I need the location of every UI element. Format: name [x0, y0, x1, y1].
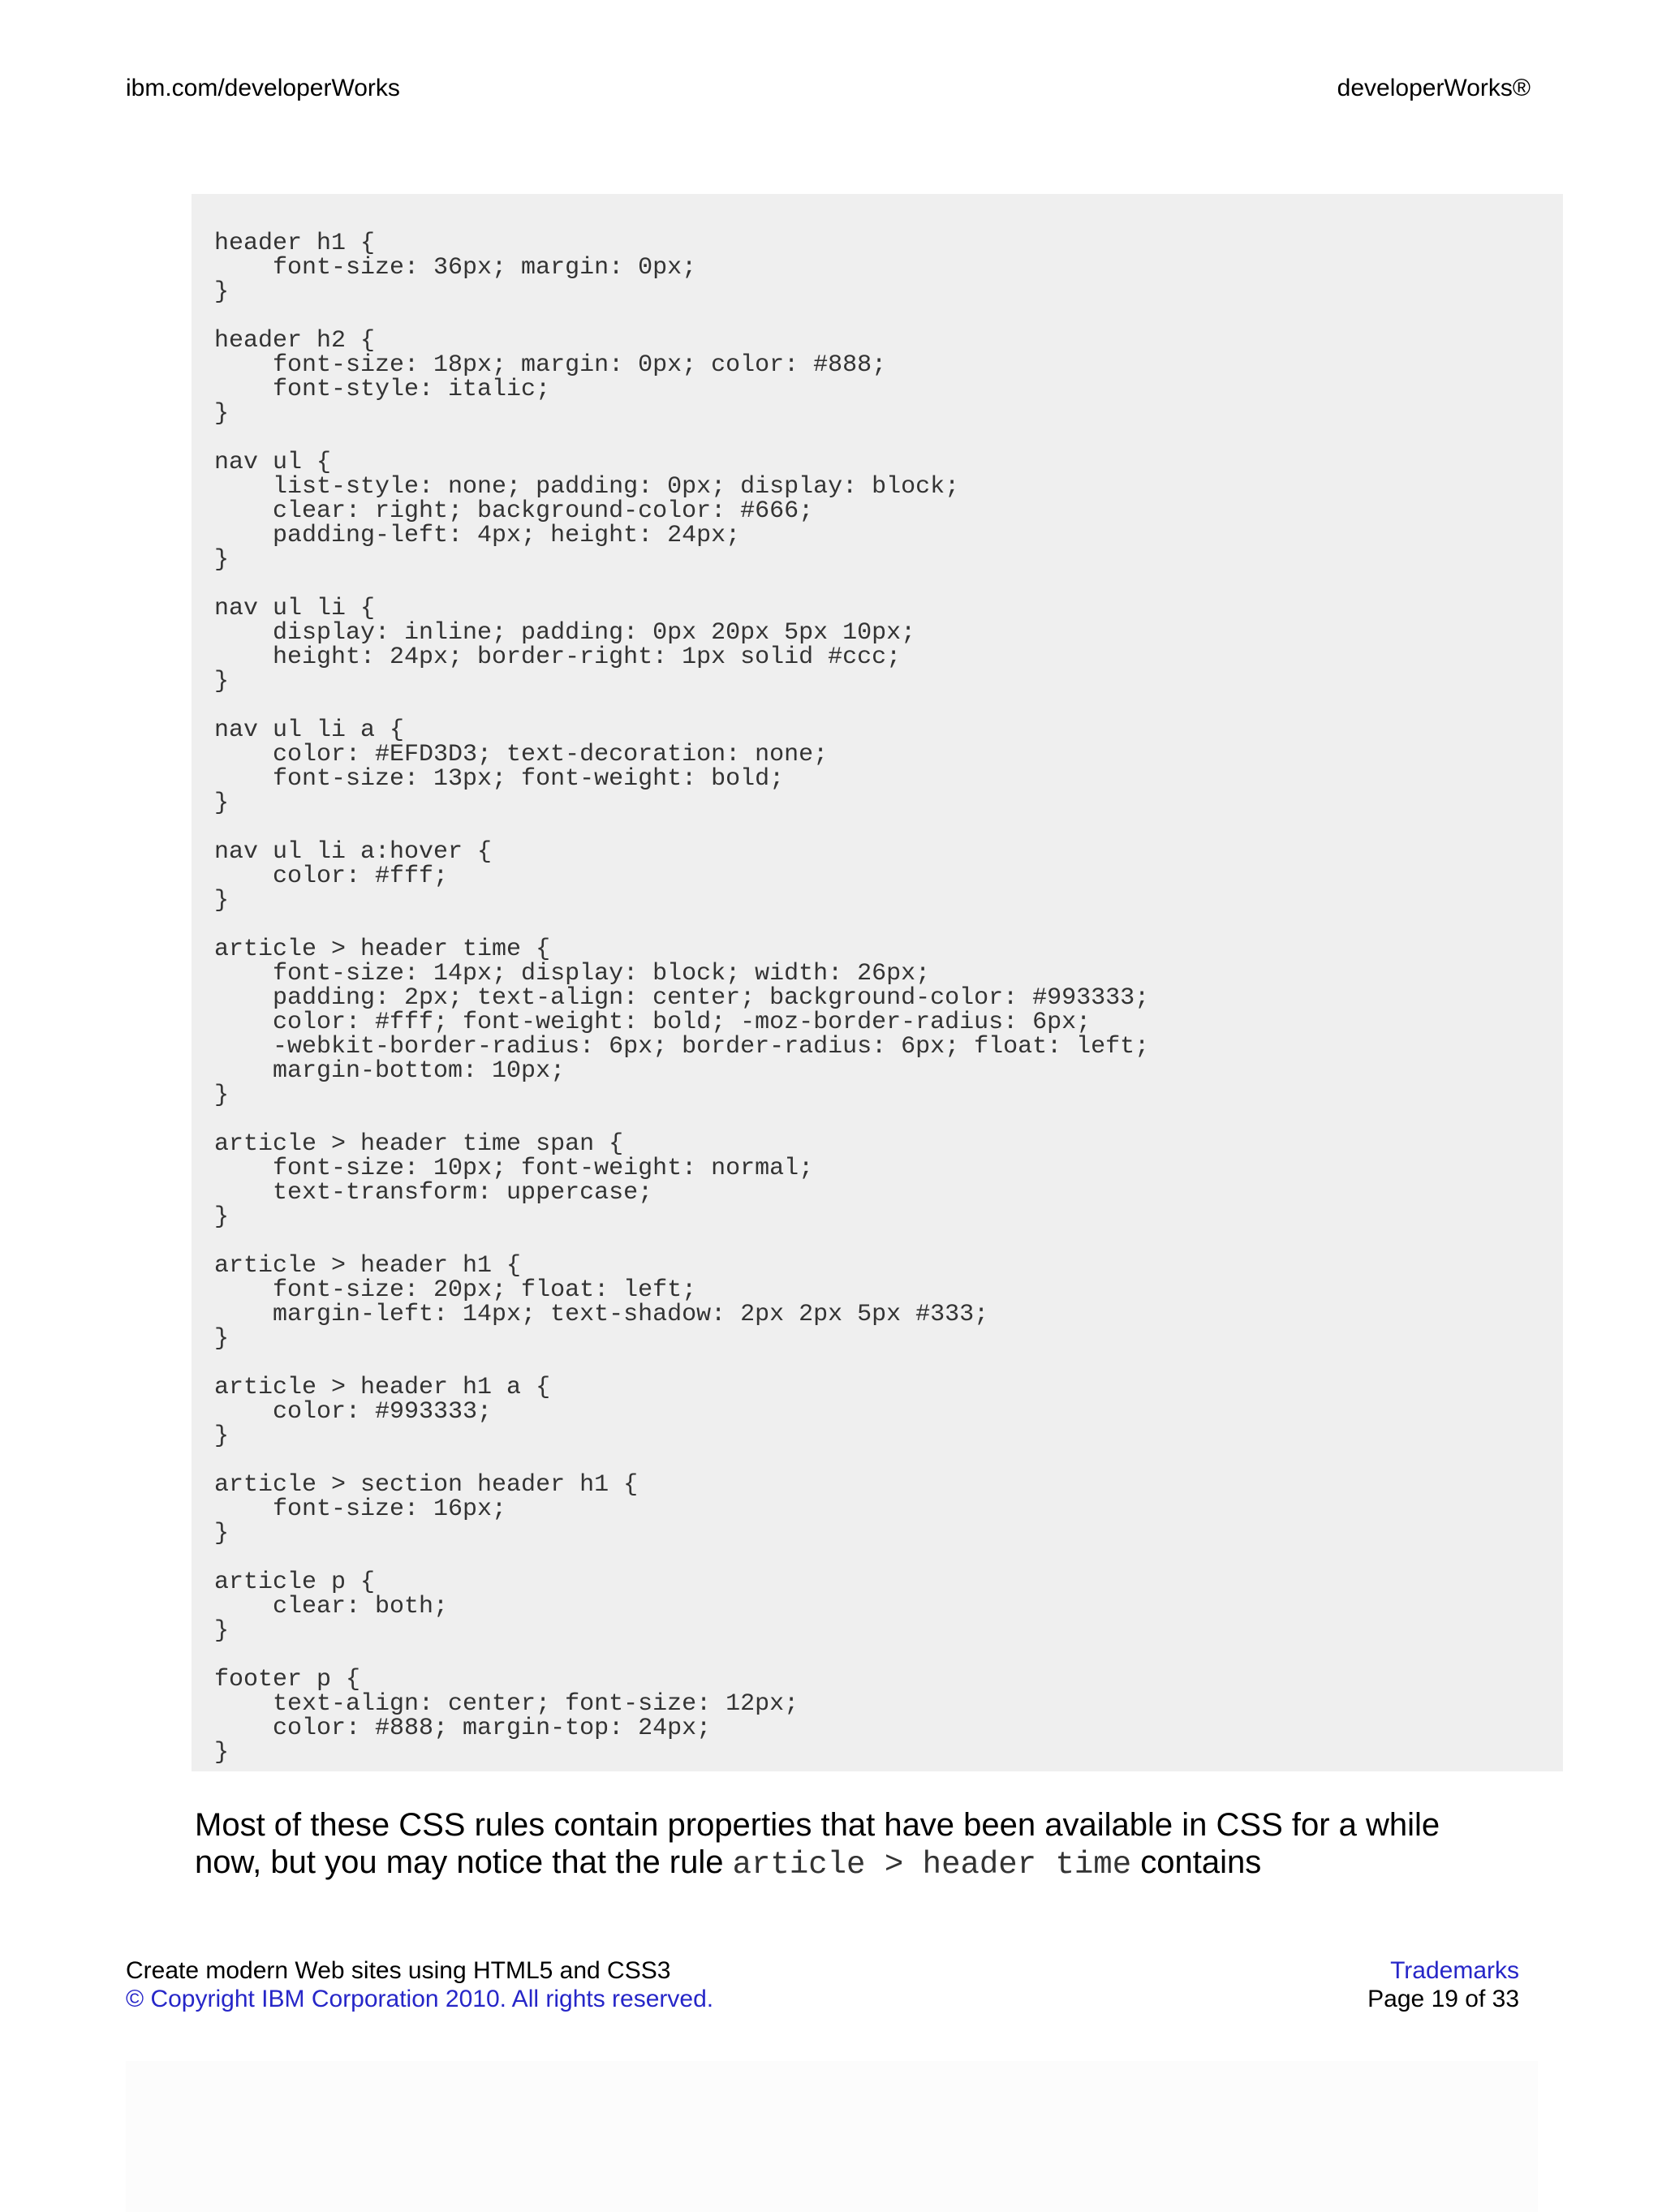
code-line: padding: 2px; text-align: center; background-color: #993333; [214, 984, 1150, 1012]
code-line: clear: both; [214, 1593, 449, 1620]
code-line: color: #888; margin-top: 24px; [214, 1715, 712, 1742]
code-line: } [214, 1617, 230, 1645]
code-line: } [214, 1739, 230, 1767]
code-line: color: #fff; [214, 863, 449, 890]
code-line: font-size: 20px; float: left; [214, 1276, 697, 1304]
document-title: Create modern Web sites using HTML5 and CSS3 [126, 1957, 671, 1984]
code-line: article p { [214, 1569, 376, 1596]
code-line: font-size: 13px; font-weight: bold; [214, 765, 785, 793]
code-line: } [214, 1203, 230, 1231]
code-line: nav ul { [214, 449, 332, 476]
code-line: font-size: 10px; font-weight: normal; [214, 1155, 814, 1182]
code-line: text-transform: uppercase; [214, 1179, 653, 1207]
code-line: article > header time { [214, 936, 551, 963]
code-line: } [214, 1325, 230, 1353]
code-line: } [214, 790, 230, 817]
code-line: color: #EFD3D3; text-decoration: none; [214, 741, 829, 768]
code-block [214, 231, 1563, 1765]
code-line: article > header h1 a { [214, 1374, 551, 1401]
code-line: clear: right; background-color: #666; [214, 497, 814, 525]
code-line: display: inline; padding: 0px 20px 5px 10px; [214, 619, 916, 647]
code-line: header h1 { [214, 230, 376, 257]
code-line: article > section header h1 { [214, 1471, 639, 1499]
code-line: color: #993333; [214, 1398, 493, 1426]
code-line: -webkit-border-radius: 6px; border-radius: 6px; float: left; [214, 1033, 1150, 1061]
page-number: Page 19 of 33 [1367, 1986, 1519, 2012]
code-line: } [214, 1520, 230, 1547]
inline-code: article > header time [732, 1847, 1132, 1883]
code-line: nav ul li a:hover { [214, 838, 493, 866]
page-bottom-shade [126, 2061, 1538, 2212]
code-line: article > header time span { [214, 1130, 624, 1158]
brand-name: developerWorks® [1337, 75, 1531, 101]
code-line: nav ul li { [214, 595, 376, 622]
code-line: margin-left: 14px; text-shadow: 2px 2px 5px #333; [214, 1301, 989, 1328]
code-line: } [214, 400, 230, 428]
code-line: text-align: center; font-size: 12px; [214, 1690, 799, 1718]
code-line: } [214, 668, 230, 695]
code-line: margin-bottom: 10px; [214, 1057, 566, 1085]
trademarks-link[interactable]: Trademarks [1390, 1957, 1519, 1984]
code-line: font-size: 18px; margin: 0px; color: #888; [214, 351, 887, 379]
code-line: } [214, 1422, 230, 1450]
code-line: } [214, 546, 230, 574]
code-line: font-size: 36px; margin: 0px; [214, 254, 697, 282]
code-line: color: #fff; font-weight: bold; -moz-border-radius: 6px; [214, 1009, 1091, 1036]
site-url: ibm.com/developerWorks [126, 75, 400, 101]
code-listing [192, 194, 1563, 1771]
code-line: } [214, 887, 230, 914]
code-line: article > header h1 { [214, 1252, 522, 1280]
code-line: footer p { [214, 1666, 361, 1693]
code-line: header h2 { [214, 327, 376, 355]
code-line: nav ul li a { [214, 717, 405, 744]
code-line: } [214, 1082, 230, 1109]
code-line: font-style: italic; [214, 376, 551, 403]
code-line: height: 24px; border-right: 1px solid #ccc; [214, 643, 902, 671]
body-text-end: contains [1131, 1844, 1262, 1880]
code-line: font-size: 16px; [214, 1495, 507, 1523]
body-text-start: Most of these CSS rules contain properties that have been available in CSS for a while now, but you may notice that the rule [195, 1807, 1440, 1880]
code-line: } [214, 278, 230, 306]
body-paragraph [195, 1806, 1461, 1883]
code-line: font-size: 14px; display: block; width: 26px; [214, 960, 931, 988]
code-line: padding-left: 4px; height: 24px; [214, 522, 741, 549]
copyright-link[interactable]: © Copyright IBM Corporation 2010. All rights reserved. [126, 1986, 714, 2012]
code-line: list-style: none; padding: 0px; display: block; [214, 473, 960, 501]
